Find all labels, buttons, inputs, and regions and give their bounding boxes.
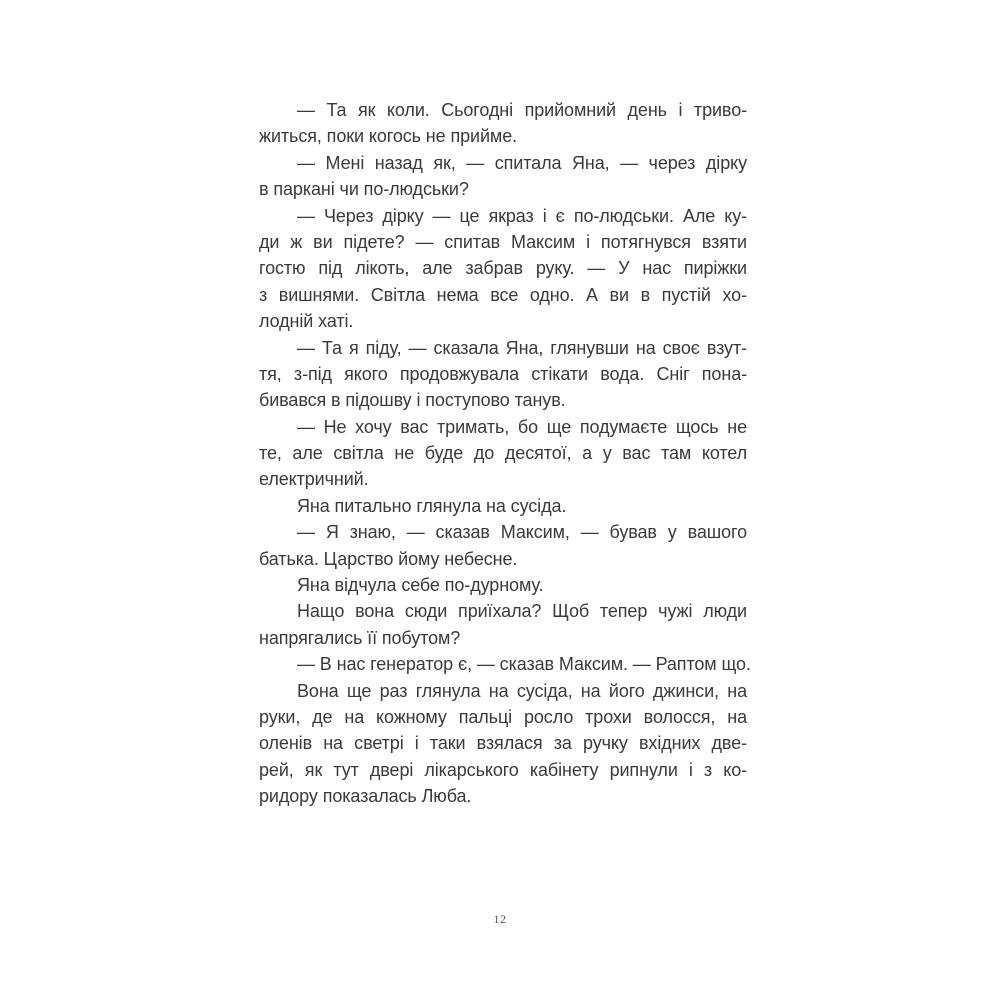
- text-line: — Я знаю, — сказав Максим, — бував у вашого: [297, 522, 747, 543]
- text-line: — Мені назад як, — спитала Яна, — через дірку: [297, 152, 747, 173]
- text-line: бивався в підошву і поступово танув.: [259, 390, 566, 411]
- page-number: 12: [493, 912, 507, 926]
- text-line: Яна відчула себе по-дурному.: [297, 575, 544, 596]
- text-line: ридору показалась Люба.: [259, 786, 472, 807]
- text-line: — В нас генератор є, — сказав Максим. — Раптом що.: [297, 654, 751, 675]
- text-line: батька. Царство йому небесне.: [259, 548, 518, 569]
- text-line: з вишнями. Світла нема все одно. А ви в пустій хо-: [259, 284, 747, 305]
- text-line: — Та я піду, — сказала Яна, глянувши на своє взут-: [297, 337, 747, 358]
- text-line: гостю під лікоть, але забрав руку. — У нас пиріжки: [259, 258, 747, 279]
- text-line: тя, з-під якого продовжувала стікати вода. Сніг пона-: [259, 363, 747, 384]
- text-line: Вона ще раз глянула на сусіда, на його джинси, на: [297, 680, 747, 701]
- text-line: напрягались її побутом?: [259, 627, 461, 648]
- text-line: Нащо вона сюди приїхала? Щоб тепер чужі люди: [297, 601, 747, 622]
- text-line: рей, як тут двері лікарського кабінету рипнули і з ко-: [259, 759, 747, 780]
- text-line: в паркані чи по-людськи?: [259, 179, 469, 200]
- body-text: [259, 97, 751, 810]
- text-line: — Через дірку — це якраз і є по-людськи. Але ку-: [297, 205, 747, 226]
- text-line: те, але світла не буде до десятої, а у вас там котел: [259, 443, 747, 464]
- text-line: — Та як коли. Сьогодні прийомний день і триво-: [297, 100, 747, 120]
- text-line: електричний.: [259, 469, 369, 490]
- text-line: Яна питально глянула на сусіда.: [297, 495, 567, 516]
- text-line: руки, де на кожному пальці росло трохи волосся, на: [259, 706, 747, 727]
- text-line: — Не хочу вас тримать, бо ще подумаєте щось не: [297, 416, 747, 437]
- text-line: оленів на светрі і таки взялася за ручку вхідних две-: [259, 733, 747, 754]
- text-line: ди ж ви підете? — спитав Максим і потягнувся взяти: [259, 231, 747, 252]
- text-line: житься, поки когось не прийме.: [259, 126, 518, 147]
- text-line: лодній хаті.: [259, 311, 354, 332]
